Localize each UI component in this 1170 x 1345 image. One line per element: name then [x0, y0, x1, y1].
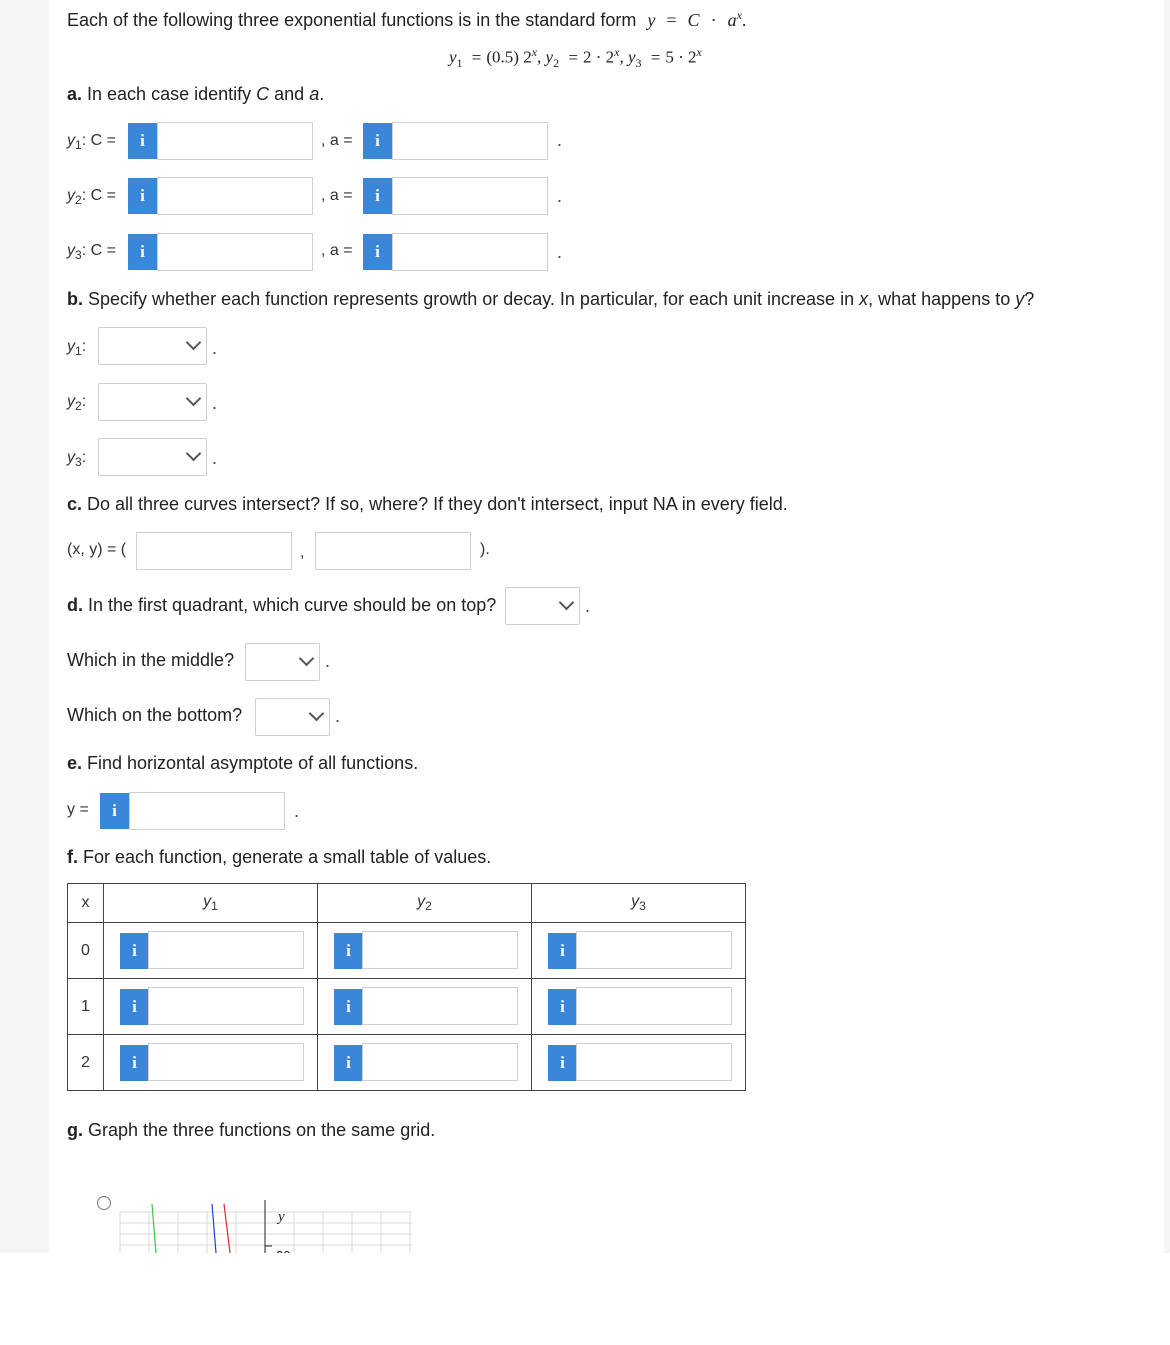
- a-row-2-a-label: , a =: [321, 187, 353, 204]
- eq-sign-3: =: [650, 47, 661, 67]
- y3-input[interactable]: [576, 987, 732, 1025]
- a-row-2-c-input[interactable]: [157, 177, 313, 215]
- eq-y1: y: [449, 47, 457, 67]
- a-row-1-sub: 1: [75, 138, 82, 153]
- a-row-2-a-input[interactable]: [392, 177, 548, 215]
- d-middle-text: Which in the middle?: [67, 650, 235, 670]
- c-comma: ,: [300, 544, 305, 561]
- chevron-down-icon: [309, 706, 325, 722]
- eq-y3-rhs: 5 · 2: [665, 47, 697, 67]
- table-row: [68, 979, 746, 1035]
- a-row-3-a-input[interactable]: [392, 233, 548, 271]
- a-row-2-sub: 2: [75, 193, 82, 208]
- chevron-down-icon: [186, 446, 202, 462]
- part-b-text: Specify whether each function represents growth or decay. In particular, for each unit increase in: [83, 289, 855, 309]
- eq-y1-sub: 1: [456, 56, 463, 71]
- part-a-end: .: [319, 84, 325, 104]
- form-y: y: [647, 10, 656, 30]
- y2-input[interactable]: [362, 931, 518, 969]
- eq-y3-exp: x: [696, 45, 702, 59]
- b-row-2-sub: 2: [75, 399, 82, 414]
- header-y2-sub: 2: [425, 899, 432, 914]
- part-d-letter: d.: [67, 595, 83, 615]
- b-row-3-select[interactable]: [98, 438, 207, 476]
- cell-y3: [532, 923, 746, 979]
- b-row-1-sub: 1: [75, 344, 82, 359]
- page-bottom: [0, 1253, 1170, 1345]
- graph-radio[interactable]: [97, 1196, 111, 1210]
- part-a-text: In each case identify: [82, 84, 252, 104]
- eq-y2-exp: x: [614, 45, 620, 59]
- part-b-end: ?: [1024, 289, 1035, 309]
- header-y2: [318, 884, 532, 923]
- y1-input[interactable]: [148, 931, 304, 969]
- part-a-a: a: [309, 84, 320, 104]
- end-dot: .: [557, 242, 563, 262]
- e-prefix: y =: [67, 801, 89, 818]
- part-a-letter: a.: [67, 84, 83, 104]
- part-f-text: For each function, generate a small table of values.: [78, 847, 492, 867]
- end-dot: .: [585, 596, 591, 616]
- y2-input[interactable]: [362, 1043, 518, 1081]
- d-bottom-text: Which on the bottom?: [67, 705, 243, 725]
- a-row-1-y: y: [67, 132, 75, 149]
- end-dot: .: [557, 186, 563, 206]
- info-icon[interactable]: i: [334, 933, 363, 969]
- a-row-2-label: [67, 187, 116, 207]
- header-y2-y: y: [417, 892, 426, 910]
- info-icon[interactable]: i: [128, 123, 157, 159]
- chevron-down-icon: [186, 391, 202, 407]
- part-b-heading: [67, 289, 1034, 310]
- part-b-letter: b.: [67, 289, 83, 309]
- a-row-1-label: [67, 132, 116, 152]
- end-dot: .: [212, 448, 218, 468]
- eq-y1-rhs: (0.5) 2: [486, 47, 532, 67]
- b-row-1-y: y: [67, 338, 75, 355]
- a-row-3-c-input[interactable]: [157, 233, 313, 271]
- y1-input[interactable]: [148, 987, 304, 1025]
- end-dot: .: [212, 338, 218, 358]
- info-icon[interactable]: i: [548, 989, 577, 1025]
- part-a-heading: [67, 84, 324, 105]
- eq-y3-sub: 3: [635, 56, 642, 71]
- info-icon[interactable]: i: [363, 234, 392, 270]
- d-middle-select[interactable]: [245, 643, 320, 681]
- a-row-3-c-label: : C =: [81, 242, 116, 259]
- chevron-down-icon: [299, 651, 315, 667]
- eq-sign-1: =: [471, 47, 482, 67]
- form-exp: x: [736, 8, 742, 22]
- a-row-1-a-label: , a =: [321, 132, 353, 149]
- info-icon[interactable]: i: [120, 1045, 149, 1081]
- part-c-text: Do all three curves intersect? If so, where? If they don't intersect, input NA in every field.: [82, 494, 788, 514]
- table-header-row: [68, 884, 746, 923]
- b-row-1-select[interactable]: [98, 327, 207, 365]
- cell-y1: [104, 1035, 318, 1091]
- c-y-input[interactable]: [315, 532, 471, 570]
- a-row-3-a-label: , a =: [321, 242, 353, 259]
- form-a: a: [727, 10, 737, 30]
- form-dot: ·: [710, 10, 717, 30]
- cell-y1: [104, 923, 318, 979]
- form-eq: =: [666, 10, 677, 30]
- part-c-heading: [67, 494, 788, 515]
- info-icon[interactable]: i: [334, 989, 363, 1025]
- graph-preview[interactable]: [120, 1200, 412, 1253]
- b-row-1-colon: :: [81, 338, 87, 355]
- y3-input[interactable]: [576, 1043, 732, 1081]
- b-row-3-sub: 3: [75, 455, 82, 470]
- part-e-text: Find horizontal asymptote of all functions.: [82, 753, 419, 773]
- cell-x: 0: [68, 923, 104, 979]
- a-row-2-c-label: : C =: [81, 187, 116, 204]
- a-row-1-a-input[interactable]: [392, 122, 548, 160]
- cell-y2: [318, 1035, 532, 1091]
- y2-input[interactable]: [362, 987, 518, 1025]
- eq-y2: y: [545, 47, 554, 67]
- end-dot: .: [557, 130, 563, 150]
- b-row-3-colon: :: [81, 449, 87, 466]
- info-icon[interactable]: i: [548, 933, 577, 969]
- graph-svg: [120, 1200, 412, 1253]
- header-x: x: [68, 884, 104, 923]
- form-end: .: [741, 10, 747, 30]
- end-dot: .: [212, 393, 218, 413]
- cell-y2: [318, 923, 532, 979]
- info-icon[interactable]: i: [334, 1045, 363, 1081]
- info-icon[interactable]: i: [128, 178, 157, 214]
- right-margin: [1164, 0, 1170, 1253]
- header-y3-y: y: [631, 892, 640, 910]
- a-row-3-sub: 3: [75, 248, 82, 263]
- end-dot: .: [335, 706, 341, 726]
- d-top-select[interactable]: [505, 587, 580, 625]
- equations-line: [449, 45, 702, 71]
- eq-y2-rhs: 2 · 2: [582, 47, 615, 67]
- header-y3: [532, 884, 746, 923]
- d-bottom-select[interactable]: [255, 698, 330, 736]
- curve-y3: [224, 1204, 230, 1253]
- eq-y2-sub: 2: [553, 56, 560, 71]
- part-g-letter: g.: [67, 1120, 83, 1140]
- a-row-3-y: y: [67, 242, 75, 259]
- graph-grid: [120, 1212, 412, 1253]
- header-y1-y: y: [203, 892, 212, 910]
- part-b-x: x: [859, 289, 869, 309]
- part-d-text: In the first quadrant, which curve should be on top?: [83, 595, 497, 615]
- eq-y1-exp: x: [531, 45, 538, 59]
- header-y1: [104, 884, 318, 923]
- cell-y3: [532, 979, 746, 1035]
- part-f-letter: f.: [67, 847, 78, 867]
- part-g-heading: [67, 1120, 435, 1141]
- a-row-3-label: [67, 242, 116, 262]
- part-b-mid: , what happens to: [868, 289, 1011, 309]
- end-dot: .: [294, 801, 300, 821]
- y1-input[interactable]: [148, 1043, 304, 1081]
- c-prefix: (x, y) = (: [67, 541, 127, 558]
- eq-sep-2: ,: [619, 47, 624, 67]
- part-f-heading: [67, 847, 491, 868]
- part-b-y: y: [1015, 289, 1025, 309]
- table-row: [68, 923, 746, 979]
- eq-sign-2: =: [568, 47, 578, 67]
- a-row-1-c-input[interactable]: [157, 122, 313, 160]
- info-icon[interactable]: i: [363, 123, 392, 159]
- cell-x: 2: [68, 1035, 104, 1091]
- part-d-heading: [67, 595, 496, 616]
- c-suffix: ).: [480, 541, 490, 558]
- curve-y1: [152, 1204, 156, 1253]
- info-icon[interactable]: i: [548, 1045, 577, 1081]
- b-row-2-label: [67, 393, 86, 413]
- header-y1-sub: 1: [211, 899, 218, 914]
- part-e-letter: e.: [67, 753, 83, 773]
- form-c: C: [687, 10, 700, 30]
- cell-y2: [318, 979, 532, 1035]
- end-dot: .: [325, 651, 331, 671]
- part-a-c: C: [256, 84, 270, 104]
- b-row-2-colon: :: [81, 393, 87, 410]
- chevron-down-icon: [186, 335, 202, 351]
- info-icon[interactable]: i: [120, 989, 149, 1025]
- left-margin: [0, 0, 49, 1253]
- b-row-2-select[interactable]: [98, 383, 207, 421]
- cell-x: 1: [68, 979, 104, 1035]
- part-g-text: Graph the three functions on the same grid.: [83, 1120, 436, 1140]
- cell-y3: [532, 1035, 746, 1091]
- intro-text: Each of the following three exponential functions is in the standard form: [67, 10, 637, 30]
- b-row-2-y: y: [67, 393, 75, 410]
- intro-line: [67, 8, 746, 31]
- info-icon[interactable]: i: [120, 933, 149, 969]
- info-icon[interactable]: i: [128, 234, 157, 270]
- b-row-3-label: [67, 449, 86, 469]
- y3-input[interactable]: [576, 931, 732, 969]
- cell-y1: [104, 979, 318, 1035]
- a-row-1-c-label: : C =: [81, 132, 116, 149]
- e-asymptote-input[interactable]: [129, 792, 285, 830]
- a-row-2-y: y: [67, 187, 75, 204]
- part-e-heading: [67, 753, 418, 774]
- part-a-and: and: [274, 84, 305, 104]
- info-icon[interactable]: i: [363, 178, 392, 214]
- values-table: [67, 883, 746, 1091]
- b-row-1-label: [67, 338, 86, 358]
- eq-y3: y: [627, 47, 636, 67]
- c-x-input[interactable]: [136, 532, 292, 570]
- table-row: [68, 1035, 746, 1091]
- eq-sep-1: ,: [537, 47, 542, 67]
- curve-y2: [212, 1204, 216, 1253]
- part-c-letter: c.: [67, 494, 83, 514]
- y-axis-label: y: [278, 1209, 285, 1225]
- b-row-3-y: y: [67, 449, 75, 466]
- header-y3-sub: 3: [639, 899, 646, 914]
- info-icon[interactable]: i: [100, 793, 129, 829]
- chevron-down-icon: [559, 595, 575, 611]
